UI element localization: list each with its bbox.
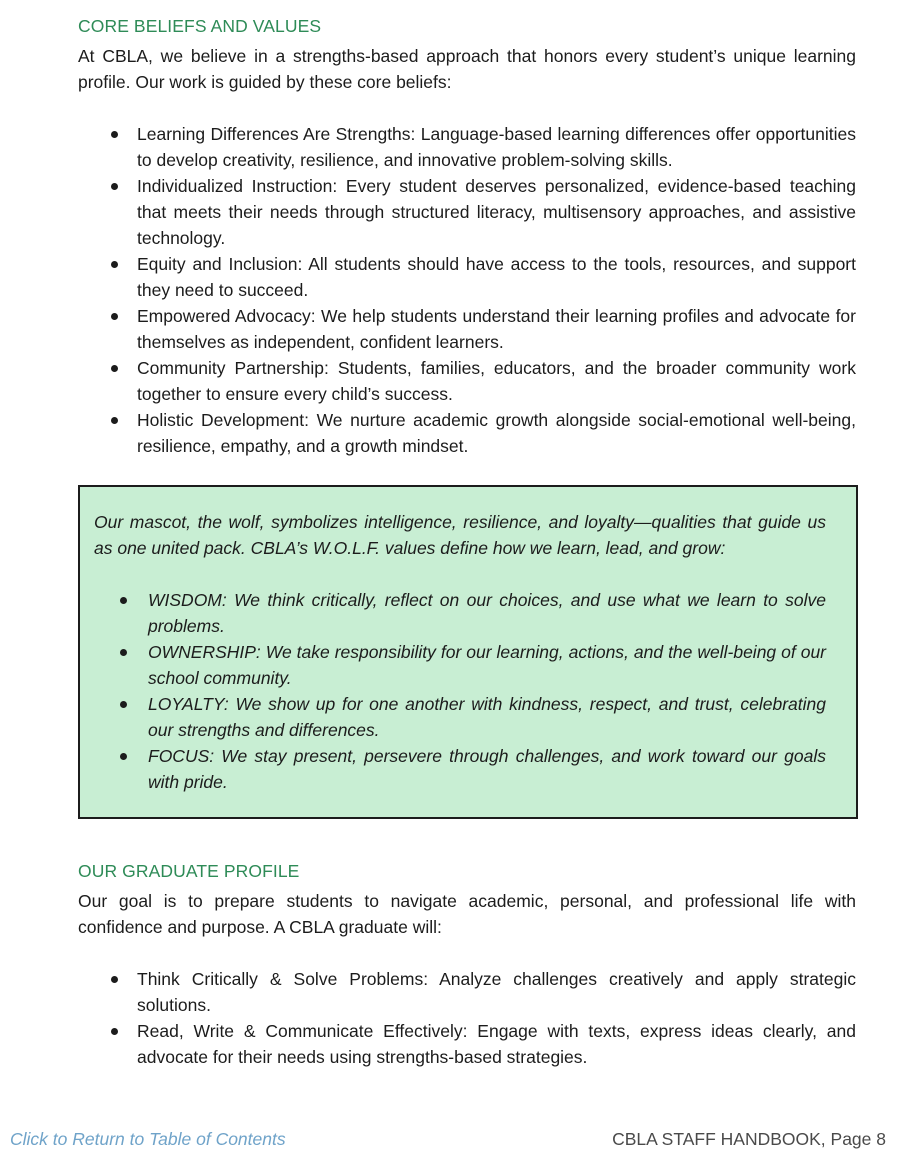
graduate-profile-heading: OUR GRADUATE PROFILE xyxy=(78,861,300,881)
bullet-icon xyxy=(111,261,118,268)
list-item-text: LOYALTY: We show up for one another with kindness, respect, and trust, celebrating our strengths and differences. xyxy=(148,694,826,740)
graduate-profile-intro: Our goal is to prepare students to navigate academic, personal, and professional life with confidence and purpose. A CBLA graduate will: xyxy=(78,891,856,937)
bullet-icon xyxy=(120,649,127,656)
list-item-text: Holistic Development: We nurture academic growth alongside social-emotional well-being, resilience, empathy, and a growth mindset. xyxy=(137,410,856,456)
list-item-text: WISDOM: We think critically, reflect on our choices, and use what we learn to solve problems. xyxy=(148,590,826,636)
list-item xyxy=(94,691,826,743)
list-item-text: Read, Write & Communicate Effectively: Engage with texts, express ideas clearly, and advocate for their needs using strengths-based strategies. xyxy=(137,1021,856,1067)
page-footer-label: CBLA STAFF HANDBOOK, Page 8 xyxy=(612,1129,886,1149)
list-item xyxy=(78,1018,856,1070)
bullet-icon xyxy=(111,417,118,424)
wolf-values-callout xyxy=(78,485,858,819)
list-item-text: Empowered Advocacy: We help students understand their learning profiles and advocate for themselves as independent, confident learners. xyxy=(137,306,856,352)
list-item-text: Individualized Instruction: Every student deserves personalized, evidence-based teaching that meets their needs through structured literacy, multisensory approaches, and assistive technology. xyxy=(137,176,856,248)
list-item xyxy=(78,966,856,1018)
list-item xyxy=(78,173,856,251)
list-item-text: Think Critically & Solve Problems: Analyze challenges creatively and apply strategic solutions. xyxy=(137,969,856,1015)
page-content xyxy=(78,14,856,1070)
bullet-icon xyxy=(120,701,127,708)
list-item-text: Community Partnership: Students, families, educators, and the broader community work together to ensure every child’s success. xyxy=(137,358,856,404)
wolf-values-intro: Our mascot, the wolf, symbolizes intelligence, resilience, and loyalty—qualities that guide us as one united pack. CBLA’s W.O.L.F. values define how we learn, lead, and grow: xyxy=(94,512,826,558)
list-item xyxy=(94,639,826,691)
core-beliefs-list xyxy=(78,121,856,459)
bullet-icon xyxy=(111,1028,118,1035)
list-item-text: Equity and Inclusion: All students should have access to the tools, resources, and support they need to succeed. xyxy=(137,254,856,300)
wolf-values-list xyxy=(94,587,826,795)
list-item-text: Learning Differences Are Strengths: Language-based learning differences offer opportunities to develop creativity, resilience, and innovative problem-solving skills. xyxy=(137,124,856,170)
list-item xyxy=(78,121,856,173)
bullet-icon xyxy=(111,131,118,138)
list-item xyxy=(78,407,856,459)
graduate-profile-list xyxy=(78,966,856,1070)
bullet-icon xyxy=(111,976,118,983)
list-item xyxy=(94,743,826,795)
core-beliefs-intro: At CBLA, we believe in a strengths-based approach that honors every student’s unique learning profile. Our work is guided by these core beliefs: xyxy=(78,46,856,92)
return-to-toc-link[interactable]: Click to Return to Table of Contents xyxy=(10,1129,286,1149)
core-beliefs-heading: CORE BELIEFS AND VALUES xyxy=(78,16,322,36)
list-item xyxy=(78,251,856,303)
bullet-icon xyxy=(111,313,118,320)
list-item xyxy=(78,355,856,407)
list-item-text: OWNERSHIP: We take responsibility for our learning, actions, and the well-being of our school community. xyxy=(148,642,826,688)
bullet-icon xyxy=(120,753,127,760)
list-item xyxy=(78,303,856,355)
bullet-icon xyxy=(111,183,118,190)
bullet-icon xyxy=(111,365,118,372)
bullet-icon xyxy=(120,597,127,604)
list-item xyxy=(94,587,826,639)
list-item-text: FOCUS: We stay present, persevere through challenges, and work toward our goals with pride. xyxy=(148,746,826,792)
